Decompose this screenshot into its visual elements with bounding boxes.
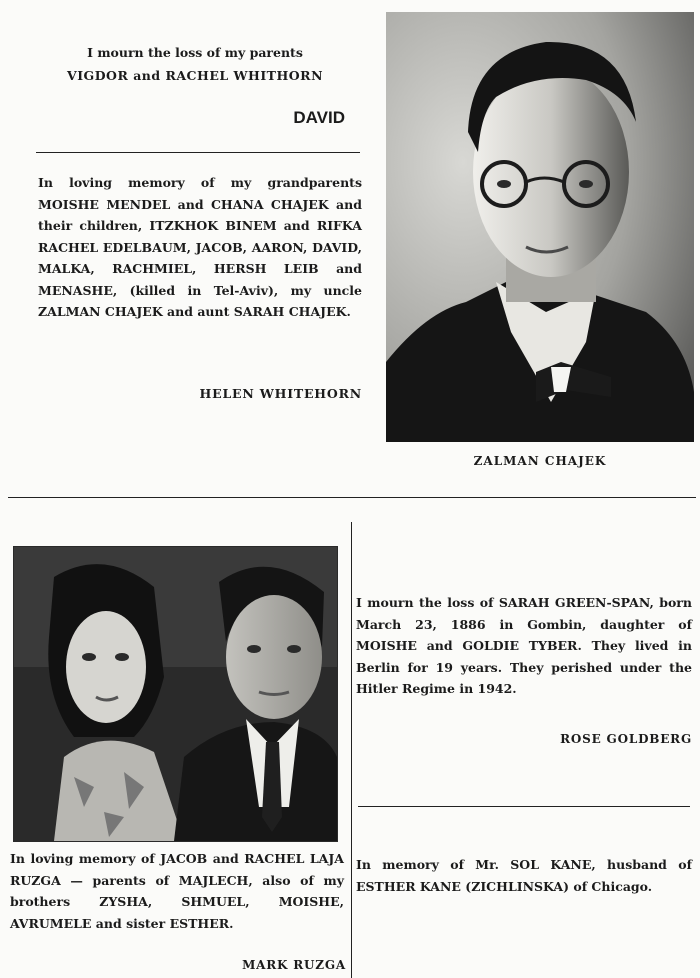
memorial-goldberg-text: I mourn the loss of SARAH GREEN-SPAN, born March 23, 1886 in Gombin, daughter of MOISHE and GOLDIE TYBER. They lived in Berlin for 19 years. They perished under the Hitler Regime in 1942. [356, 595, 692, 696]
signature-rose-goldberg: ROSE GOLDBERG [560, 732, 692, 746]
memorial-ruzga-text: In loving memory of JACOB and RACHEL LAJA RUZGA — parents of MAJLECH, also of my brothers ZYSHA, SHMUEL, MOISHE, AVRUMELE and sister ESTHER. [10, 851, 344, 931]
divider-right [358, 806, 690, 807]
mourn-line: I mourn the loss of my parents [87, 45, 303, 60]
signature-david: DAVID [293, 108, 345, 127]
signature-mark-ruzga: MARK RUZGA [242, 958, 346, 972]
memorial-helen-text: In loving memory of my grandparents MOISHE MENDEL and CHANA CHAJEK and their children, ITZKHOK BINEM and RIFKA RACHEL EDELBAUM, JACOB, AARON, DAVID, MALKA, RACHMIEL, HERSH LEIB and MENASHE, (killed in Tel-Aviv), my uncle ZALMAN CHAJEK and aunt SARAH CHAJEK. [38, 175, 362, 319]
parents-names: VIGDOR and RACHEL WHITHORN [67, 68, 323, 83]
memorial-kane-text: In memory of Mr. SOL KANE, husband of ESTHER KANE (ZICHLINSKA) of Chicago. [356, 857, 692, 894]
caption-zalman-chajek: ZALMAN CHAJEK [473, 454, 607, 468]
photo-jacob-rachel-ruzga [13, 546, 338, 842]
divider-vertical [351, 522, 352, 978]
photo-zalman-chajek [386, 12, 694, 442]
divider-top-left [36, 152, 360, 153]
divider-middle [8, 497, 696, 498]
signature-helen-whitehorn: HELEN WHITEHORN [199, 386, 362, 401]
